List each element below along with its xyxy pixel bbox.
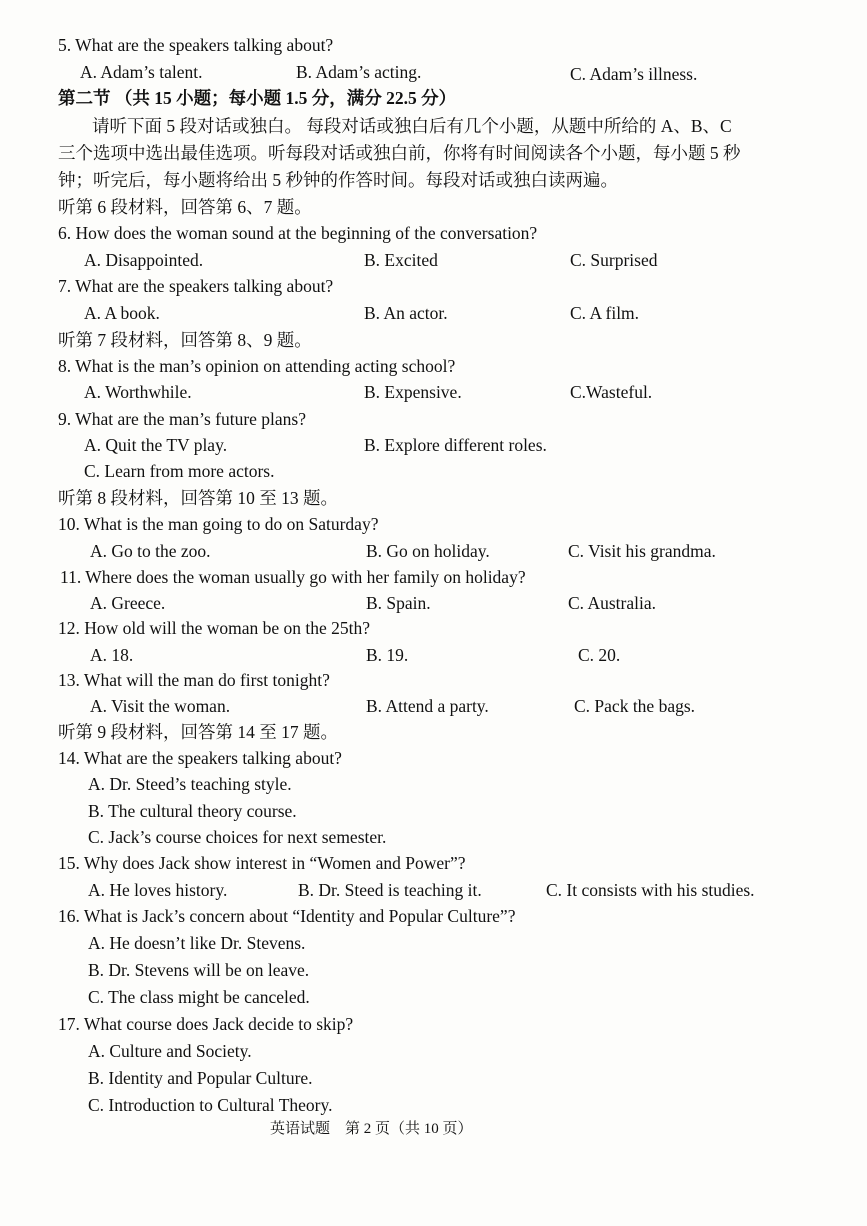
- question-5-stem: 5. What are the speakers talking about?: [58, 35, 334, 55]
- question-10-stem: 10. What is the man going to do on Saturday?: [58, 514, 379, 534]
- question-13-option-a: A. Visit the woman.: [90, 696, 231, 716]
- material-9-heading: 听第 9 段材料，回答第 14 至 17 题。: [58, 722, 338, 742]
- question-14-option-a: A. Dr. Steed’s teaching style.: [88, 774, 292, 794]
- question-10-option-a: A. Go to the zoo.: [90, 541, 211, 561]
- question-12-option-c: C. 20.: [578, 645, 621, 665]
- question-12-stem: 12. How old will the woman be on the 25th?: [58, 618, 371, 638]
- material-6-heading: 听第 6 段材料，回答第 6、7 题。: [58, 197, 312, 217]
- question-12-option-a: A. 18.: [90, 645, 134, 665]
- question-6-option-b: B. Excited: [364, 250, 438, 270]
- question-14-option-c: C. Jack’s course choices for next semester.: [88, 827, 387, 847]
- question-8-option-a: A. Worthwhile.: [84, 382, 192, 402]
- question-11-option-b: B. Spain.: [366, 593, 431, 613]
- question-8-stem: 8. What is the man’s opinion on attending acting school?: [58, 356, 456, 376]
- question-5-option-c: C. Adam’s illness.: [570, 64, 698, 84]
- question-16-option-c: C. The class might be canceled.: [88, 987, 310, 1007]
- question-9-option-b: B. Explore different roles.: [364, 435, 547, 455]
- question-10-option-b: B. Go on holiday.: [366, 541, 490, 561]
- section-2-instructions-line-1: 请听下面 5 段对话或独白。 每段对话或独白后有几个小题，从题中所给的 A、B、C: [92, 116, 732, 136]
- question-17-option-b: B. Identity and Popular Culture.: [88, 1068, 313, 1088]
- question-5-option-b: B. Adam’s acting.: [296, 62, 422, 82]
- question-16-stem: 16. What is Jack’s concern about “Identity and Popular Culture”?: [58, 906, 516, 926]
- question-6-stem: 6. How does the woman sound at the beginning of the conversation?: [58, 223, 538, 243]
- question-15-option-c: C. It consists with his studies.: [546, 880, 755, 900]
- question-15-stem: 15. Why does Jack show interest in “Women and Power”?: [58, 853, 466, 873]
- question-8-option-b: B. Expensive.: [364, 382, 462, 402]
- question-13-stem: 13. What will the man do first tonight?: [58, 670, 330, 690]
- question-11-stem: 11. Where does the woman usually go with her family on holiday?: [60, 567, 526, 587]
- question-17-option-a: A. Culture and Society.: [88, 1041, 252, 1061]
- question-10-option-c: C. Visit his grandma.: [568, 541, 716, 561]
- question-9-stem: 9. What are the man’s future plans?: [58, 409, 306, 429]
- page-footer: 英语试题 第 2 页（共 10 页）: [270, 1121, 473, 1137]
- question-5-option-a: A. Adam’s talent.: [80, 62, 203, 82]
- question-15-option-a: A. He loves history.: [88, 880, 228, 900]
- question-17-option-c: C. Introduction to Cultural Theory.: [88, 1095, 333, 1115]
- question-9-option-a: A. Quit the TV play.: [84, 435, 228, 455]
- section-2-instructions-line-2: 三个选项中选出最佳选项。听每段对话或独白前，你将有时间阅读各个小题，每小题 5 秒: [58, 143, 741, 163]
- question-14-stem: 14. What are the speakers talking about?: [58, 748, 342, 768]
- question-11-option-c: C. Australia.: [568, 593, 656, 613]
- question-9-option-c: C. Learn from more actors.: [84, 461, 275, 481]
- question-7-stem: 7. What are the speakers talking about?: [58, 276, 334, 296]
- question-13-option-b: B. Attend a party.: [366, 696, 489, 716]
- question-14-option-b: B. The cultural theory course.: [88, 801, 297, 821]
- material-7-heading: 听第 7 段材料，回答第 8、9 题。: [58, 330, 312, 350]
- question-16-option-a: A. He doesn’t like Dr. Stevens.: [88, 933, 306, 953]
- question-13-option-c: C. Pack the bags.: [574, 696, 696, 716]
- question-12-option-b: B. 19.: [366, 645, 409, 665]
- section-2-instructions-line-3: 钟；听完后，每小题将给出 5 秒钟的作答时间。每段对话或独白读两遍。: [58, 170, 618, 190]
- question-6-option-c: C. Surprised: [570, 250, 658, 270]
- question-15-option-b: B. Dr. Steed is teaching it.: [298, 880, 482, 900]
- question-7-option-b: B. An actor.: [364, 303, 448, 323]
- material-8-heading: 听第 8 段材料，回答第 10 至 13 题。: [58, 488, 338, 508]
- question-6-option-a: A. Disappointed.: [84, 250, 204, 270]
- question-8-option-c: C.Wasteful.: [570, 382, 653, 402]
- question-11-option-a: A. Greece.: [90, 593, 166, 613]
- question-16-option-b: B. Dr. Stevens will be on leave.: [88, 960, 310, 980]
- question-17-stem: 17. What course does Jack decide to skip?: [58, 1014, 354, 1034]
- question-7-option-a: A. A book.: [84, 303, 160, 323]
- section-2-title: 第二节 （共 15 小题；每小题 1.5 分，满分 22.5 分）: [58, 88, 457, 108]
- question-7-option-c: C. A film.: [570, 303, 640, 323]
